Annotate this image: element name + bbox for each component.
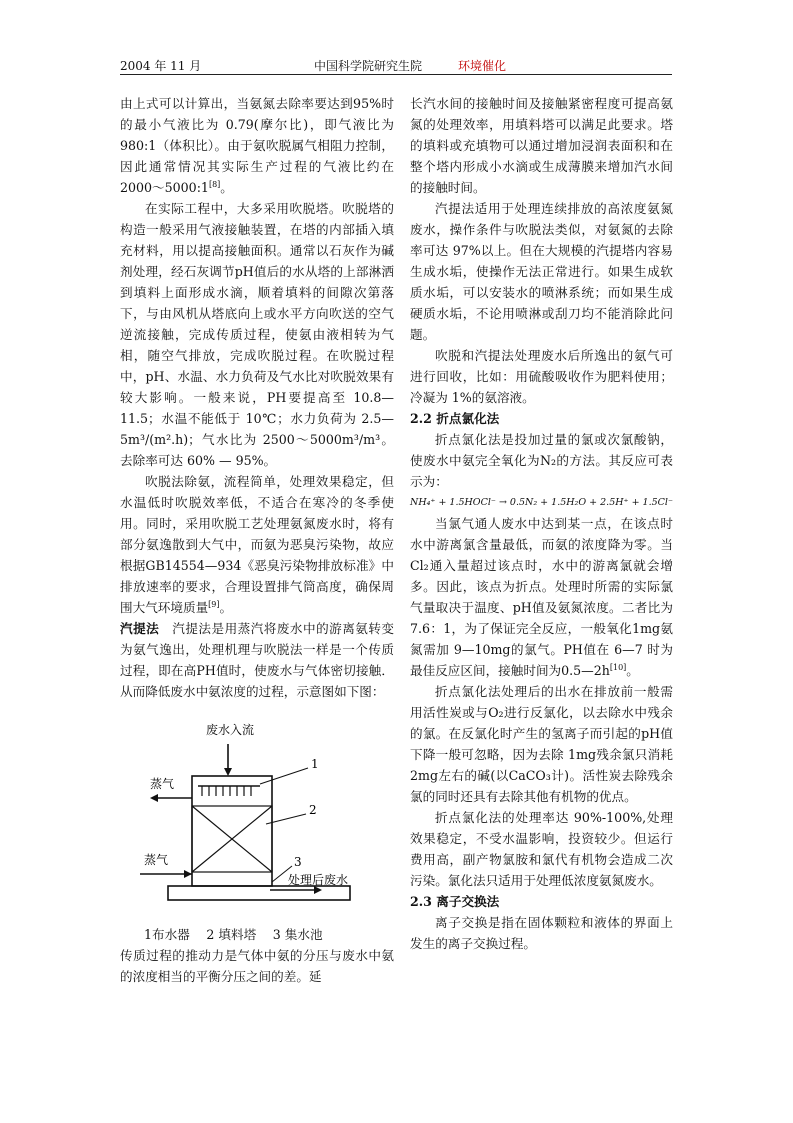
header-rule: [120, 74, 672, 75]
steam-in-arrow: [184, 870, 192, 878]
header-institution: 中国科学院研究生院: [314, 59, 423, 73]
header-topic: 环境催化: [458, 59, 507, 73]
paragraph: 在实际工程中，大多采用吹脱塔。吹脱塔的构造一般采用气液接触装置，在塔的内部插入填充材料，用以提高接触面积。通常以石灰作为碱剂处理，经石灰调节pH值后的水从塔的上部淋洒到填料上面形成水滴，顺着填料的间隙次第落下，与由风机从塔底向上或水平方向吹送的空气逆流接触，完成传质过程，使氨由液相转为气相，随空气排放，完成吹脱过程。在吹脱过程中，pH、水温、水力负荷及气水比对吹脱效果有较大影响。一般来说，PH要提高至 10.8—11.5；水温不能低于 10℃；水力负荷为 2.5—5m³/(m².h)；气水比为 2500～5000m³/m³。去除率可达 60% — 95%。: [120, 201, 394, 468]
paragraph: 折点氯化法是投加过量的氯或次氯酸钠，使废水中氨完全氧化为N₂的方法。其反应可表示为：: [410, 432, 673, 489]
stripping-tower-diagram: [120, 714, 394, 924]
paragraph: 长汽水间的接触时间及接触紧密程度可提高氨氮的处理效率，用填料塔可以满足此要求。塔的填料或充填物可以通过增加浸润表面积和在整个塔内形成小水滴或生成薄膜来增加汽水间的接触时间。: [410, 96, 673, 195]
paragraph: 折点氯化法的处理率达 90%-100%,处理效果稳定，不受水温影响，投资较少。但运行费用高，副产物氯胺和氯代有机物会造成二次污染。氯化法只适用于处理低浓度氨氮废水。: [410, 810, 673, 888]
section-heading-2-3: 2.3 离子交换法: [410, 894, 500, 909]
paragraph: 吹脱和汽提法处理废水后所逸出的氨气可进行回收，比如：用硫酸吸收作为肥料使用；冷凝为 1%的氨溶液。: [410, 348, 673, 405]
diagram-svg: [120, 714, 394, 924]
header-date: 2004 年 11 月: [120, 59, 202, 73]
left-column: [120, 93, 394, 987]
citation: [9]: [208, 599, 220, 609]
part-number-3: 3: [294, 855, 302, 869]
paragraph: 汽提法适用于处理连续排放的高浓度氨氮废水，操作条件与吹脱法类似，对氨氮的去除率可达 97%以上。但在大规模的汽提塔内容易生成水垢，使操作无法正常进行。如果生成软质水垢，可以安装水的喷淋系统；而如果生成硬质水垢，不论用喷淋或刮刀均不能消除此问题。: [410, 201, 673, 342]
citation: [8]: [208, 179, 221, 189]
right-column: [410, 93, 673, 954]
steam-out-arrow: [150, 794, 158, 802]
paragraph: 当氯气通人废水中达到某一点，在该点时水中游离氯含量最低，而氨的浓度降为零。当Cl₂通入量超过该点时，水中的游离氯就会增多。因此，该点为折点。处理时所需的实际氯气量取决于温度、pH值及氨氮浓度。二者比为 7.6：1，为了保证完全反应，一般氧化1mg氨氮需加 9—10mg的氯气。PH值在 6—7 时为最佳反应区间，接触时间为0.5—2h[10]。: [410, 516, 673, 678]
outflow-arrow: [314, 886, 322, 894]
paragraph: 传质过程的推动力是气体中氨的分压与废水中氨的浓度相当的平衡分压之间的差。延: [120, 948, 394, 984]
reaction-equation: NH₄⁺ + 1.5HOCl⁻ → 0.5N₂ + 1.5H₂O + 2.5H⁺ + 1.5Cl⁻: [410, 497, 673, 508]
paragraph: 由上式可以计算出，当氨氮去除率要达到95%时的最小气液比为 0.79(摩尔比)，即气液比为 980:1（体积比）。由于氨吹脱属气相阻力控制，因此通常情况其实际生产过程的气液比约在 2000～5000:1[8]。: [120, 96, 394, 195]
steam-out-label: 蒸气: [150, 777, 175, 791]
section-run-in-title: 汽提法: [120, 621, 160, 636]
paragraph: 吹脱法除氨，流程简单，处理效果稳定，但水温低时吹脱效率低，不适合在寒冷的冬季使用。同时，采用吹脱工艺处理氨氮废水时，将有部分氨逸散到大气中，而氨为恶臭污染物，故应根据GB14554—934《恶臭污染物排放标准》中排放速率的要求，合理设置排气筒高度，确保周围大气环境质量[9]。: [120, 474, 394, 615]
outflow-label: 处理后废水: [288, 873, 349, 887]
packed-tower: [192, 776, 272, 886]
part-number-2: 2: [309, 803, 317, 817]
inflow-label: 废水入流: [206, 723, 255, 737]
section-heading-2-2: 2.2 折点氯化法: [410, 411, 500, 426]
citation: [10]: [609, 662, 627, 672]
page-header: [120, 57, 672, 75]
inflow-arrow: [224, 768, 232, 776]
steam-in-label: 蒸气: [144, 853, 169, 867]
distributor-nozzles: [202, 786, 251, 796]
paragraph: 汽提法 汽提法是用蒸汽将废水中的游离氨转变为氨气逸出，处理机理与吹脱法一样是一个传质过程，即在高PH值时，使废水与气体密切接触．从而降低废水中氨浓度的过程，示意图如下图：: [120, 621, 395, 699]
paragraph: 折点氯化法处理后的出水在排放前一般需用活性炭或与O₂进行反氯化，以去除水中残余的氯。在反氯化时产生的氢离子而引起的pH值下降一般可忽略，因为去除 1mg残余氯只消耗 2mg左右的碱(以CaCO₃计)。活性炭去除残余氯的同时还具有去除其他有机物的优点。: [410, 684, 673, 804]
part-number-1: 1: [311, 757, 319, 771]
figure-caption: 1布水器 2 填料塔 3 集水池: [144, 927, 323, 942]
collection-basin: [168, 886, 350, 900]
paragraph: 离子交换是指在固体颗粒和液体的界面上发生的离子交换过程。: [410, 915, 673, 951]
